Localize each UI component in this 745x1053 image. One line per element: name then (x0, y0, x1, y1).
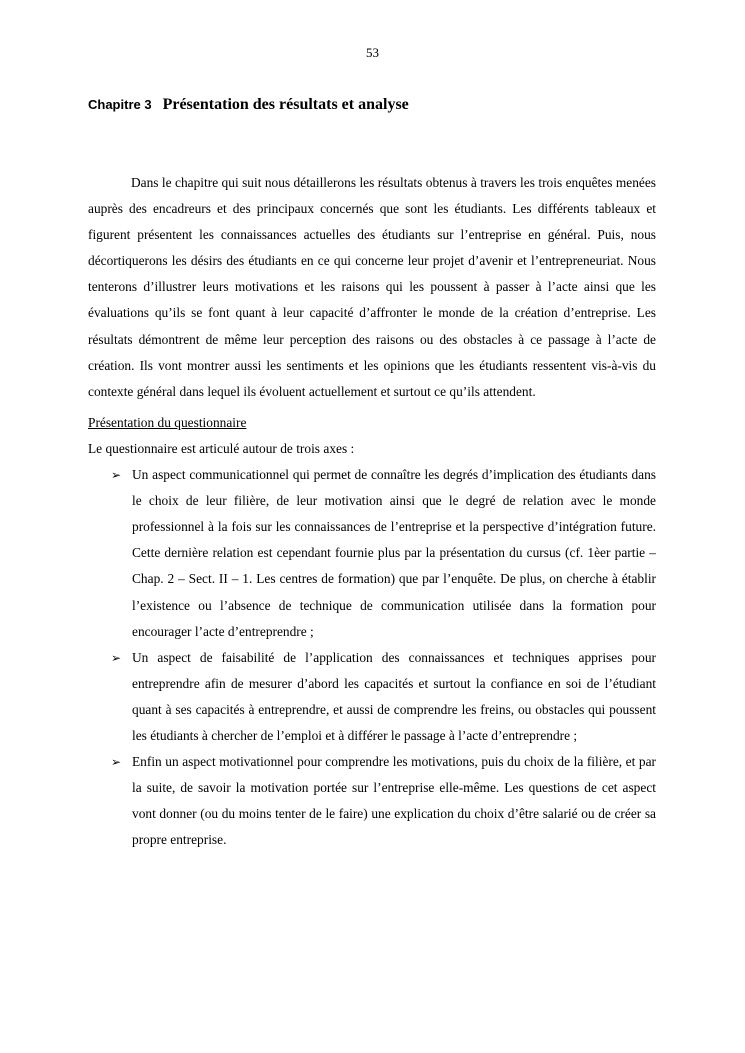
arrowhead-bullet-icon: ➢ (111, 755, 122, 770)
axis-item-faisabilite (111, 645, 656, 749)
axis-item-communicationnel (111, 462, 656, 645)
section-heading: Présentation du questionnaire (88, 414, 247, 430)
axis-text: Un aspect de faisabilité de l’application des connaissances et techniques apprises pour entreprendre afin de mesurer d’abord les capacités et surtout la confiance en soi de l’étudiant quant à ses capacités à entreprendre, et aussi de comprendre les freins, ou obstacles qui poussent les étudiants à chercher de l’emploi et à différer le passage à l’acte d’entreprendre ; (132, 649, 656, 743)
axes-list (88, 462, 656, 853)
page-number: 53 (366, 45, 379, 60)
chapter-heading (88, 96, 668, 114)
chapter-title: Présentation des résultats et analyse (162, 96, 409, 113)
axis-item-motivationnel (111, 749, 656, 853)
intro-paragraph: Dans le chapitre qui suit nous détaillerons les résultats obtenus à travers les trois enquêtes menées auprès des encadreurs et des principaux concernés que sont les étudiants. Les différents tableaux et figurent présentent les connaissances actuelles des étudiants sur l’entreprise en général. Puis, nous décortiquerons les désirs des étudiants en ce qui concerne leur projet d’avenir et l’entrepreneuriat. Nous tenterons d’illustrer leurs motivations et les raisons qui les poussent à passer à l’acte ainsi que les évaluations qu’ils se font quant à leur capacité d’affronter le monde de la création d’entreprise. Les résultats démontrent de même leur perception des raisons ou des obstacles à ce passage à l’acte de création. Ils vont montrer aussi les sentiments et les opinions que les étudiants ressentent vis-à-vis du contexte général dans lequel ils évoluent actuellement et surtout ce qu’ils attendent. (88, 175, 656, 399)
arrowhead-bullet-icon: ➢ (111, 650, 122, 665)
questionnaire-lead-in: Le questionnaire est articulé autour de trois axes : (88, 440, 355, 456)
axis-text: Un aspect communicationnel qui permet de connaître les degrés d’implication des étudiants dans le choix de leur filière, de leur motivation ainsi que le degré de relation avec le monde professionnel à la fois sur les connaissances de l’entreprise et la perspective d’intégration future. Cette dernière relation est cependant fournie plus par la présentation du cursus (cf. 1èer partie – Chap. 2 – Sect. II – 1. Les centres de formation) que par l’enquête. De plus, on cherche à établir l’existence ou l’absence de technique de communication utilisée dans la formation pour encourager l’acte d’entreprendre ; (132, 467, 656, 639)
arrowhead-bullet-icon: ➢ (111, 468, 122, 483)
body-text (88, 170, 656, 853)
axis-text: Enfin un aspect motivationnel pour comprendre les motivations, puis du choix de la filière, et par la suite, de savoir la motivation portée sur l’entreprise elle-même. Les questions de cet aspect vont donner (ou du moins tenter de le faire) une explication du choix d’être salarié ou de créer sa propre entreprise. (132, 754, 656, 848)
chapter-label: Chapitre 3 (88, 97, 152, 112)
